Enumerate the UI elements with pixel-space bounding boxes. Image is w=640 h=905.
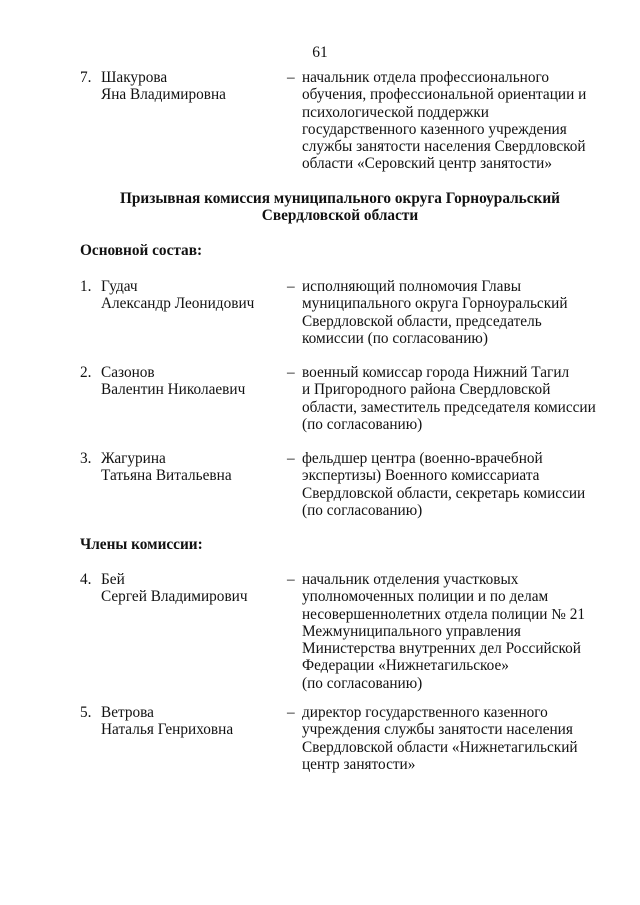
role-line: (по согласованию) [302,674,423,692]
role-line: комиссии (по согласованию) [302,329,488,347]
section-title-line: Свердловской области [261,207,419,225]
person-name [101,571,291,606]
role-line: начальник отдела профессионального [302,69,550,86]
role-line: Министерства внутренних дел Российской [302,640,581,658]
entry-number: 3. [80,450,92,467]
entry-number: 5. [80,704,92,721]
person-given-name: Валентин Николаевич [101,381,246,399]
role-line: уполномоченных полиции и по делам [302,588,549,606]
position-description [302,69,600,173]
person-surname: Сазонов [101,364,155,381]
position-description [302,450,600,519]
position-description [302,704,600,773]
role-line: исполняющий полномочия Главы [302,278,521,295]
person-name [101,278,291,313]
person-given-name: Наталья Генриховна [101,721,234,739]
role-line: службы занятости населения Свердловской [302,138,586,156]
entry-number: 4. [80,571,92,588]
role-line: Межмуниципального управления [302,622,521,640]
role-line: несовершеннолетних отдела полиции № 21 [302,605,586,623]
members-heading: Члены комиссии: [80,536,203,553]
page-number: 61 [312,44,328,61]
position-description [302,571,600,692]
role-line: области, заместитель председателя комиссии [302,398,596,416]
role-line: (по согласованию) [302,415,423,433]
role-line: области «Серовский центр занятости» [302,155,553,173]
role-line: центр занятости» [302,755,416,773]
person-surname: Гудач [101,278,138,295]
person-given-name: Татьяна Витальевна [101,467,232,485]
role-line: военный комиссар города Нижний Тагил [302,364,570,381]
person-given-name: Сергей Владимирович [101,588,248,606]
section-title-line: Призывная комиссия муниципального округа Горноуральский [119,190,561,207]
role-line: обучения, профессиональной ориентации и [302,86,587,104]
dash-separator: – [287,450,295,467]
role-line: (по согласованию) [302,501,423,519]
role-line: государственного казенного учреждения [302,120,567,138]
person-surname: Шакурова [101,69,168,86]
position-description [302,364,600,433]
entry-number: 7. [80,69,92,86]
role-line: муниципального округа Горноуральский [302,295,568,313]
person-name [101,69,291,104]
person-surname: Бей [101,571,125,588]
role-line: начальник отделения участковых [302,571,519,588]
role-line: и Пригородного района Свердловской [302,381,551,399]
role-line: Свердловской области, секретарь комиссии [302,484,586,502]
dash-separator: – [287,704,295,721]
person-name [101,364,291,399]
person-surname: Жагурина [101,450,166,467]
person-surname: Ветрова [101,704,154,721]
dash-separator: – [287,571,295,588]
role-line: директор государственного казенного [302,704,548,721]
person-name [101,450,291,485]
entry-number: 1. [80,278,92,295]
dash-separator: – [287,364,295,381]
role-line: фельдшер центра (военно-врачебной [302,450,543,467]
person-given-name: Александр Леонидович [101,295,255,313]
role-line: Свердловской области, председатель [302,312,542,330]
main-staff-heading: Основной состав: [80,242,203,259]
section-title [80,190,600,225]
position-description [302,278,600,347]
role-line: экспертизы) Военного комиссариата [302,467,540,485]
role-line: психологической поддержки [302,103,489,121]
role-line: Свердловской области «Нижнетагильский [302,738,578,756]
entry-number: 2. [80,364,92,381]
dash-separator: – [287,278,295,295]
person-name [101,704,291,739]
dash-separator: – [287,69,295,86]
role-line: Федерации «Нижнетагильское» [302,657,509,675]
role-line: учреждения службы занятости населения [302,721,573,739]
person-given-name: Яна Владимировна [101,86,226,104]
